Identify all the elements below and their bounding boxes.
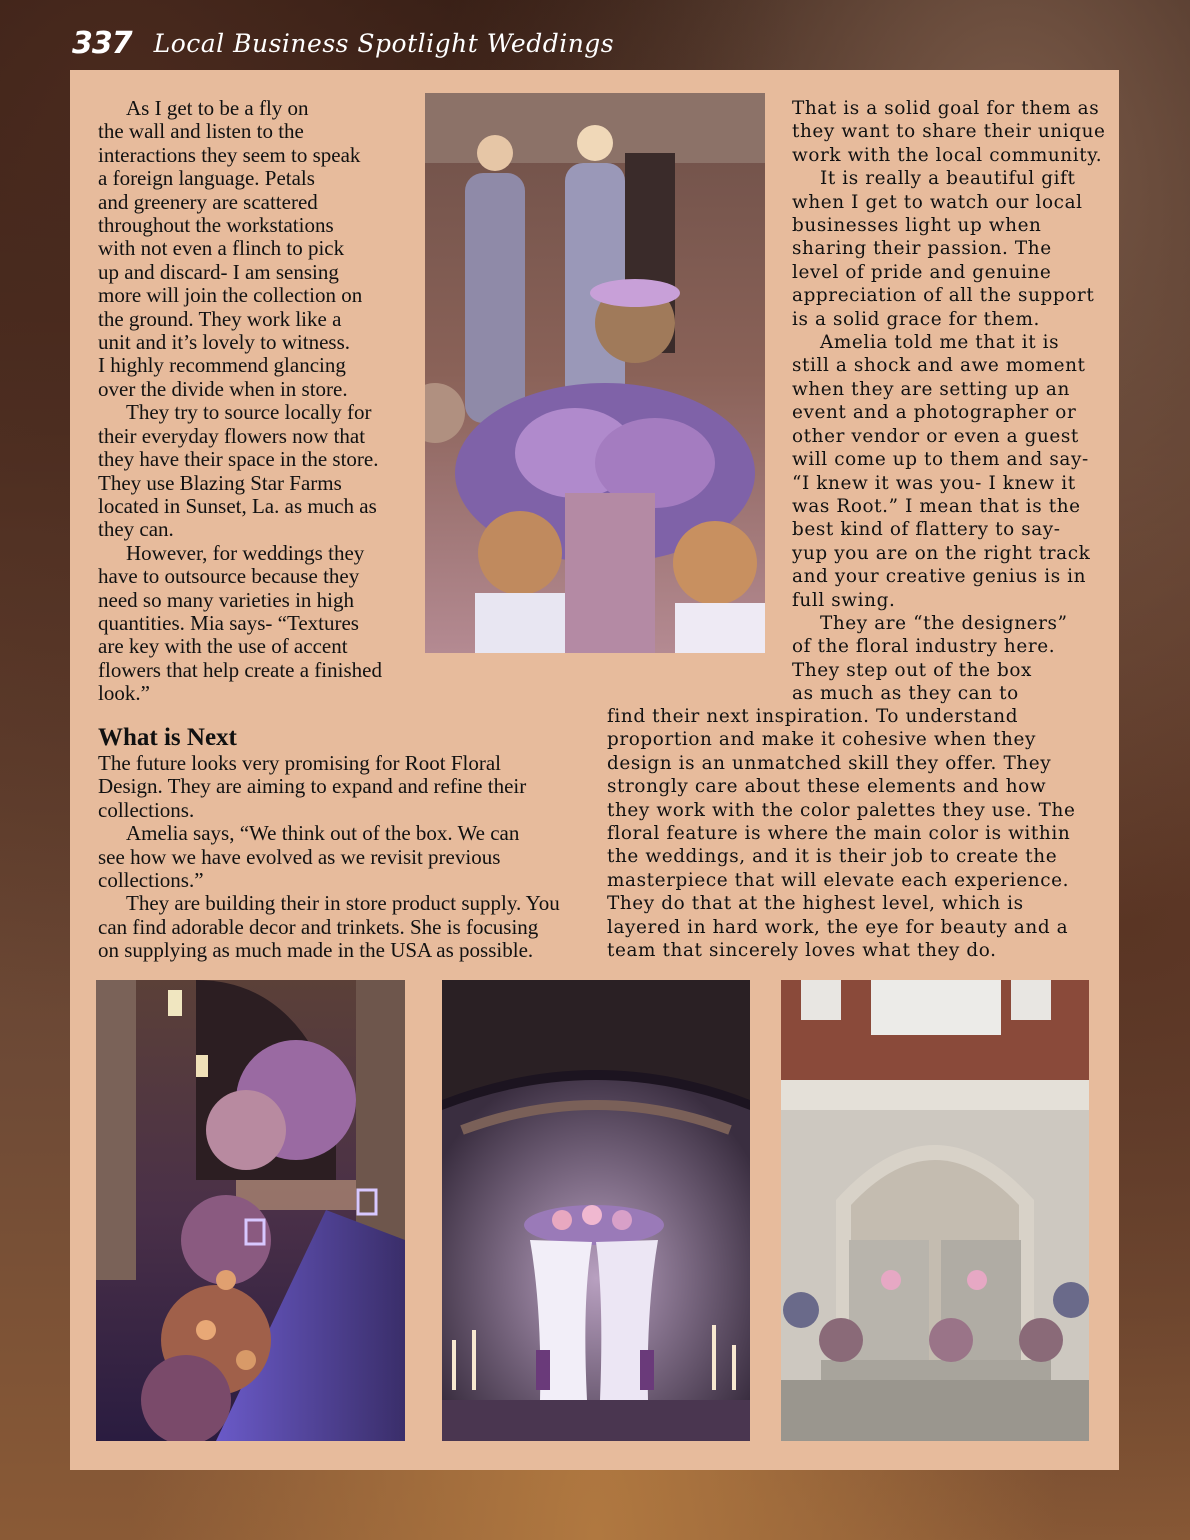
chapel-doors-photo xyxy=(781,980,1089,1441)
paragraph: Amelia says, “We think out of the box. We can see how we have evolved as we revisit previous collections.” xyxy=(98,821,520,893)
paragraph: They are building their in store product supply. You can find adorable decor and trinkets. She is focusing on supplying as much made in the USA as possible. xyxy=(98,891,560,963)
section-title: Local Business Spotlight Weddings xyxy=(153,28,615,58)
paragraph: They are “the designers” of the floral industry here. They step out of the box as much as they can to xyxy=(792,612,1068,705)
paragraph: find their next inspiration. To understand proportion and make it cohesive when they design is an unmatched skill they offer. They strongly care about these elements and how they work with the color palettes they use. The floral feature is where the main color is within the weddings, and it is their job to create the masterpiece that will elevate each experience. They do that at the highest level, which is layered in hard work, the eye for beauty and a team that sincerely loves what they do. xyxy=(607,706,1076,962)
flower-girl-photo xyxy=(425,93,765,653)
article-column-left xyxy=(98,97,408,706)
paragraph: Amelia told me that it is still a shock and awe moment when they are setting up an event and a photographer or other vendor or even a guest will come up to them and say- “I knew it was you- I knew it was Root.” I mean that is the best kind of flattery to say- yup you are on the right track and your creative genius is in full swing. xyxy=(792,332,1091,611)
article-column-right-continued xyxy=(607,705,1107,962)
paragraph: It is really a beautiful gift when I get to watch our local businesses light up when sharing their passion. The level of pride and genuine appreciation of all the support is a solid grace for them. xyxy=(792,168,1095,330)
section-heading: What is Next xyxy=(98,724,237,751)
paragraph: The future looks very promising for Root Floral Design. They are aiming to expand and refine their collections. xyxy=(98,751,527,822)
page-header xyxy=(72,18,614,68)
what-is-next-section xyxy=(98,724,588,963)
paragraph: They try to source locally for their everyday flowers now that they have their space in the store. They use Blazing Star Farms located in Sunset, La. as much as they can. xyxy=(98,400,379,542)
paragraph: As I get to be a fly on the wall and listen to the interactions they seem to speak a foreign language. Petals and greenery are scattered throughout the workstations with not even a flinch to pick up and discard- I am sensing more will join the collection on the ground. They work like a unit and it’s lovely to witness. I highly recommend glancing over the divide when in store. xyxy=(98,96,363,401)
article-column-right xyxy=(792,97,1112,706)
draped-altar-photo xyxy=(442,980,750,1441)
paragraph: However, for weddings they have to outsource because they need so many varieties in high quantities. Mia says- “Textures are key with the use of accent flowers that help create a finished look.” xyxy=(98,540,382,706)
aisle-floral-arch-photo xyxy=(96,980,405,1441)
page-number: 337 xyxy=(72,25,132,61)
paragraph: That is a solid goal for them as they want to share their unique work with the local community. xyxy=(792,98,1106,166)
